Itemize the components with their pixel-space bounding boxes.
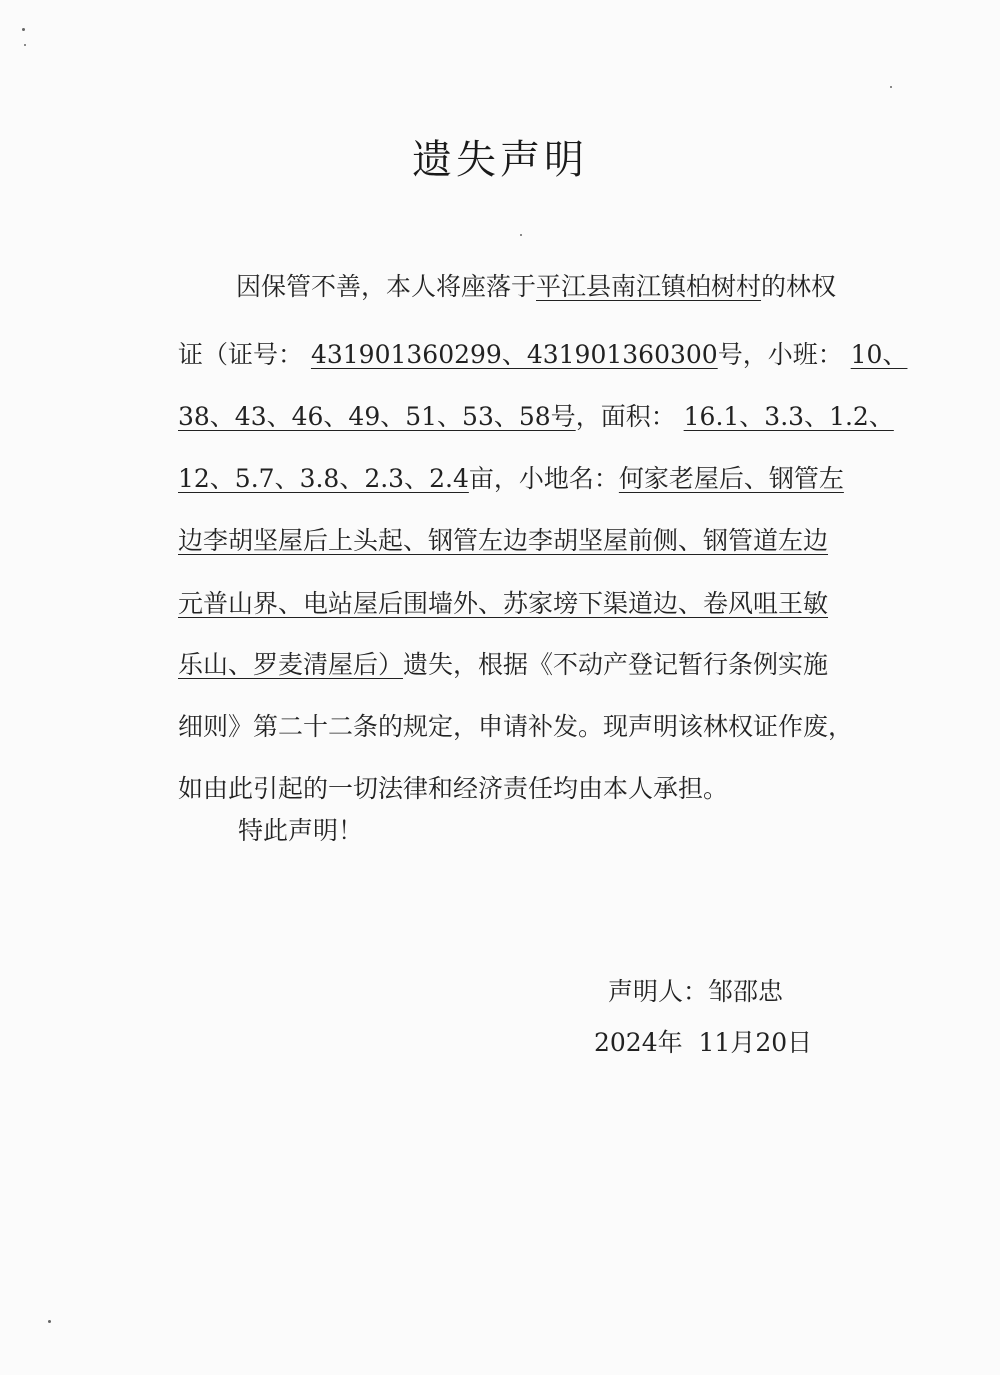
body-line [178, 338, 908, 372]
body-text: 亩，小地名： [468, 464, 619, 493]
scan-speck [48, 1320, 51, 1323]
declaration-date: 2024年 11月20日 [594, 1028, 813, 1057]
body-text: 细则》第二十二条的规定，申请补发。现声明该林权证作废， [178, 712, 854, 741]
body-line [178, 587, 868, 621]
body-line [238, 814, 928, 848]
underlined-text: 431901360299、431901360300 [310, 340, 718, 369]
underlined-text: 乐山、罗麦清屋后） [178, 650, 404, 679]
underlined-text: 何家老屋后、钢管左 [618, 464, 844, 493]
body-text: 证（证号： [178, 340, 311, 369]
underlined-text: 元普山界、电站屋后围墙外、苏家塝下渠道边、卷风咀王敏 [178, 589, 829, 618]
underlined-text: 10、 [850, 340, 908, 369]
declarant-name: 声明人：邹邵忠 [608, 977, 784, 1006]
underlined-text: 12、5.7、3.8、2.3、2.4 [178, 464, 469, 493]
body-text: ，面积： [575, 402, 684, 431]
body-text: 号，小班： [717, 340, 851, 369]
body-text: 特此声明！ [238, 816, 364, 845]
scan-speck [520, 234, 522, 236]
underlined-text: 38、43、46、49、51、53、58号 [178, 402, 576, 431]
body-line [178, 462, 868, 496]
scan-speck [24, 44, 26, 46]
body-text: 因保管不善，本人将座落于 [236, 272, 537, 301]
body-line [178, 648, 868, 682]
body-line [178, 400, 894, 434]
body-line [236, 270, 926, 304]
body-text: 遗失，根据《不动产登记暂行条例实施 [403, 650, 829, 679]
scan-speck [890, 86, 892, 88]
underlined-text: 16.1、3.3、1.2、 [683, 402, 894, 431]
body-line [178, 524, 868, 558]
body-line [178, 710, 868, 744]
document-title: 遗失声明 [412, 137, 588, 183]
body-text: 如由此引起的一切法律和经济责任均由本人承担。 [178, 774, 729, 803]
body-line [178, 772, 868, 806]
underlined-text: 边李胡坚屋后上头起、钢管左边李胡坚屋前侧、钢管道左边 [178, 526, 829, 555]
underlined-text: 平江县南江镇柏树村 [536, 272, 762, 301]
scan-speck [22, 28, 25, 31]
body-text: 的林权 [761, 272, 837, 301]
